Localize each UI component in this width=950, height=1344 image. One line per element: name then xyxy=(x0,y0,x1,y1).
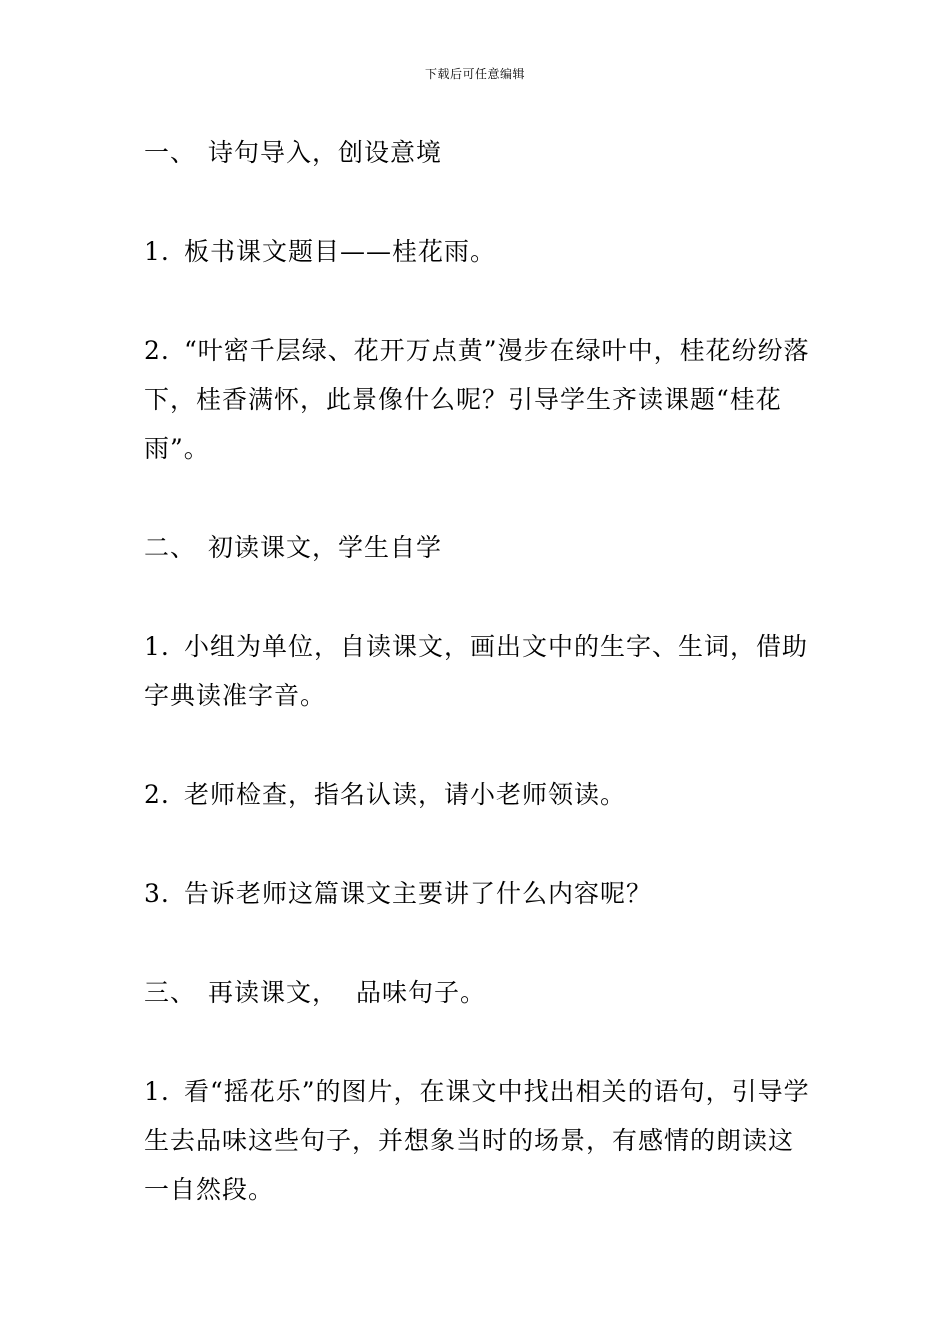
item-number: 1. xyxy=(144,632,170,661)
list-item xyxy=(144,869,814,918)
item-number: 2. xyxy=(144,336,170,365)
item-number: 1. xyxy=(144,237,170,266)
item-number: 2. xyxy=(144,780,170,809)
item-text: 告诉老师这篇课文主要讲了什么内容呢？ xyxy=(184,879,653,908)
item-text: “叶密千层绿、花开万点黄”漫步在绿叶中，桂花纷纷落下，桂香满怀，此景像什么呢？引导学生齐读课题“桂花雨”。 xyxy=(144,336,810,463)
section-number: 一、 xyxy=(144,138,197,167)
list-item xyxy=(144,770,814,819)
item-text: 看“摇花乐”的图片，在课文中找出相关的语句，引导学生去品味这些句子，并想象当时的场景，有感情的朗读这一自然段。 xyxy=(144,1077,810,1204)
item-number: 3. xyxy=(144,879,170,908)
item-text: 老师检查，指名认读，请小老师领读。 xyxy=(184,780,627,809)
item-text: 小组为单位，自读课文，画出文中的生字、生词，借助字典读准字音。 xyxy=(144,632,809,710)
item-text: 板书课文题目——桂花雨。 xyxy=(184,237,497,266)
section-number: 三、 xyxy=(144,978,197,1007)
list-item xyxy=(144,1067,814,1214)
section-title-part2: 品味句子。 xyxy=(356,978,487,1007)
section-number: 二、 xyxy=(144,533,197,562)
section-title: 诗句导入，创设意境 xyxy=(208,138,443,167)
page-header: 下载后可任意编辑 xyxy=(424,67,525,81)
item-number: 1. xyxy=(144,1077,170,1106)
list-item xyxy=(144,227,814,276)
section-title-part1: 再读课文， xyxy=(208,978,339,1007)
list-item xyxy=(144,326,814,473)
section-heading-1 xyxy=(144,128,814,177)
section-heading-3 xyxy=(144,968,814,1017)
list-item xyxy=(144,622,814,720)
section-title: 初读课文，学生自学 xyxy=(208,533,443,562)
document-body xyxy=(144,128,814,1264)
section-heading-2 xyxy=(144,523,814,572)
